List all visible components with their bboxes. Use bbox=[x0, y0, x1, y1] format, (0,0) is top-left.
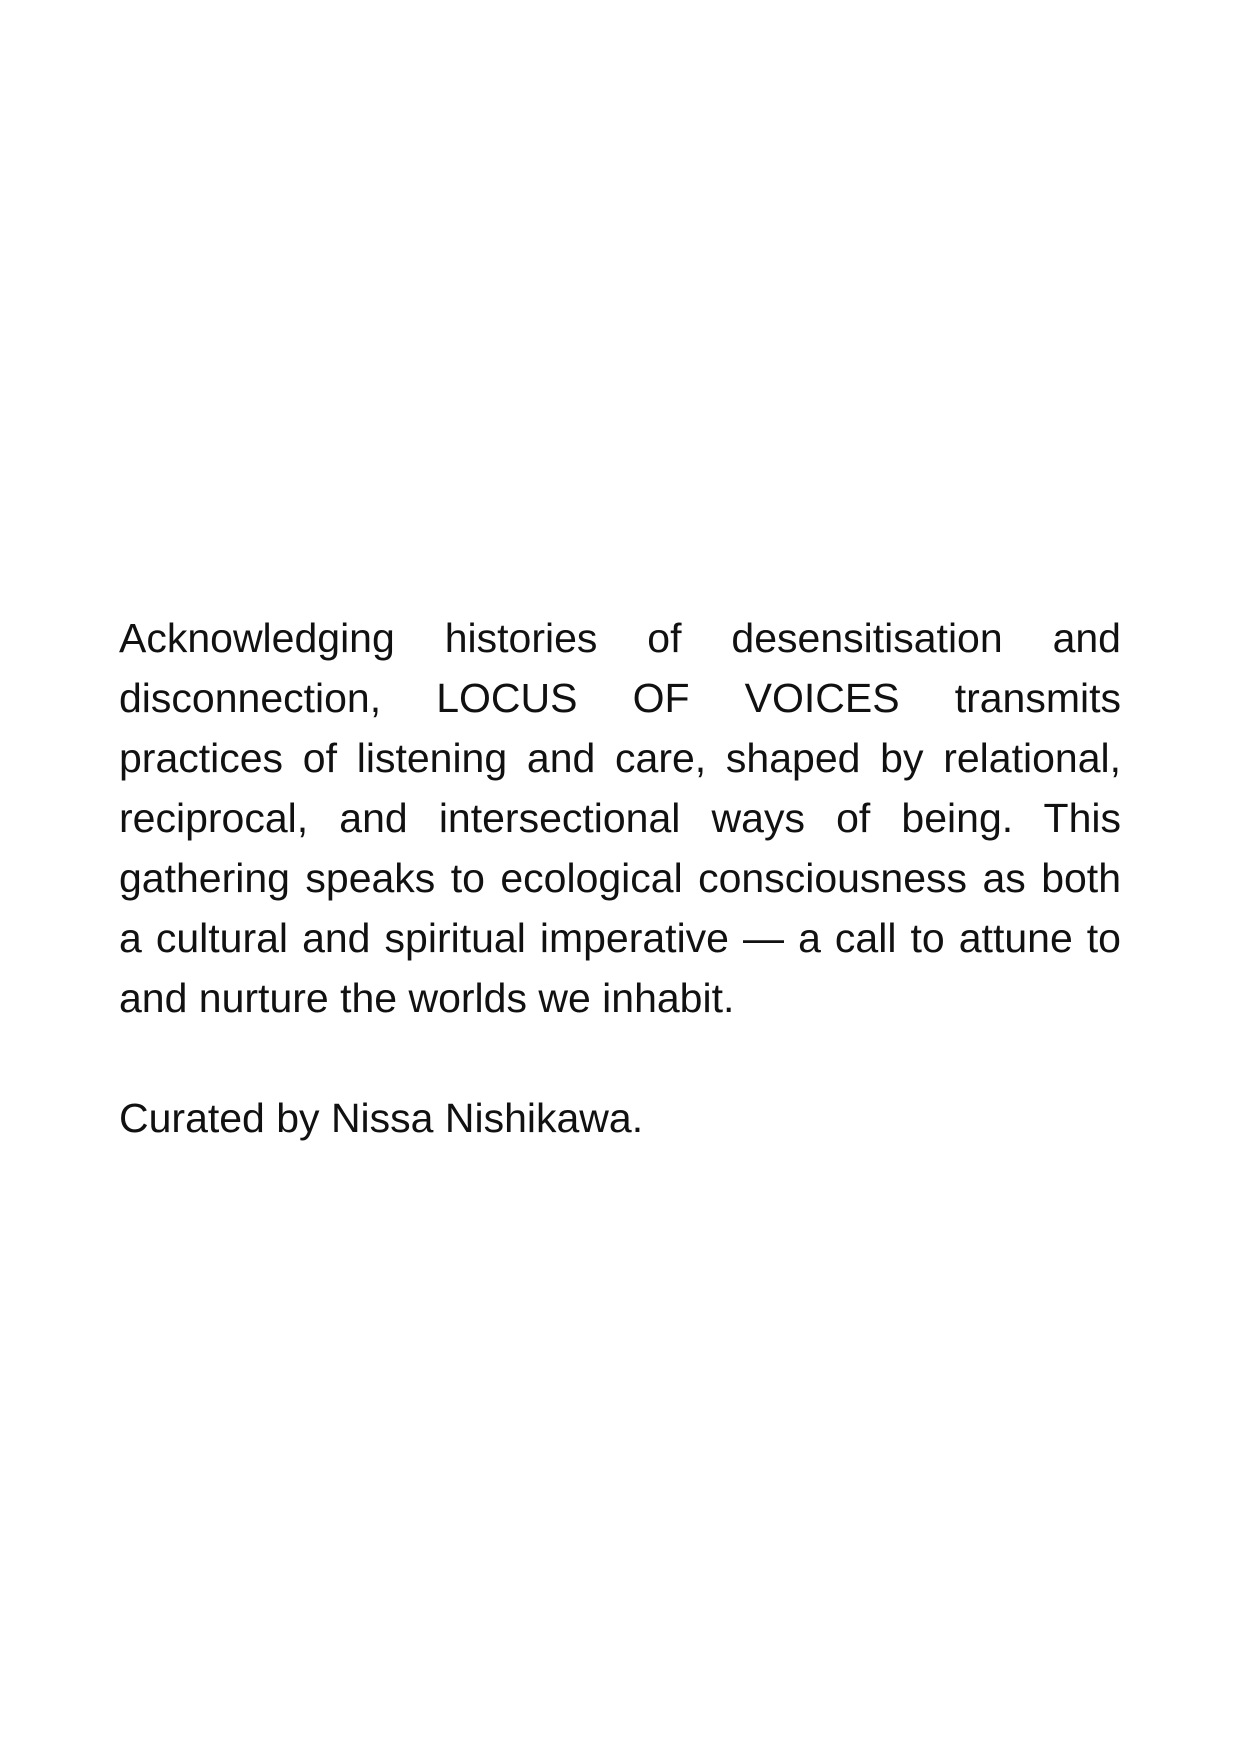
curatorial-statement: Acknowledging histories of desensitisation and disconnection, LOCUS OF VOICES transmits practices of listening and care, shaped by relational, reciprocal, and intersectional ways of being. This gathering speaks to ecological consciousness as both a cultural and spiritual imperative — a call to attune to and nurture the worlds we inhabit. bbox=[119, 615, 1121, 1021]
curator-credit: Curated by Nissa Nishikawa. bbox=[119, 1095, 644, 1141]
text-block bbox=[119, 608, 1121, 1148]
